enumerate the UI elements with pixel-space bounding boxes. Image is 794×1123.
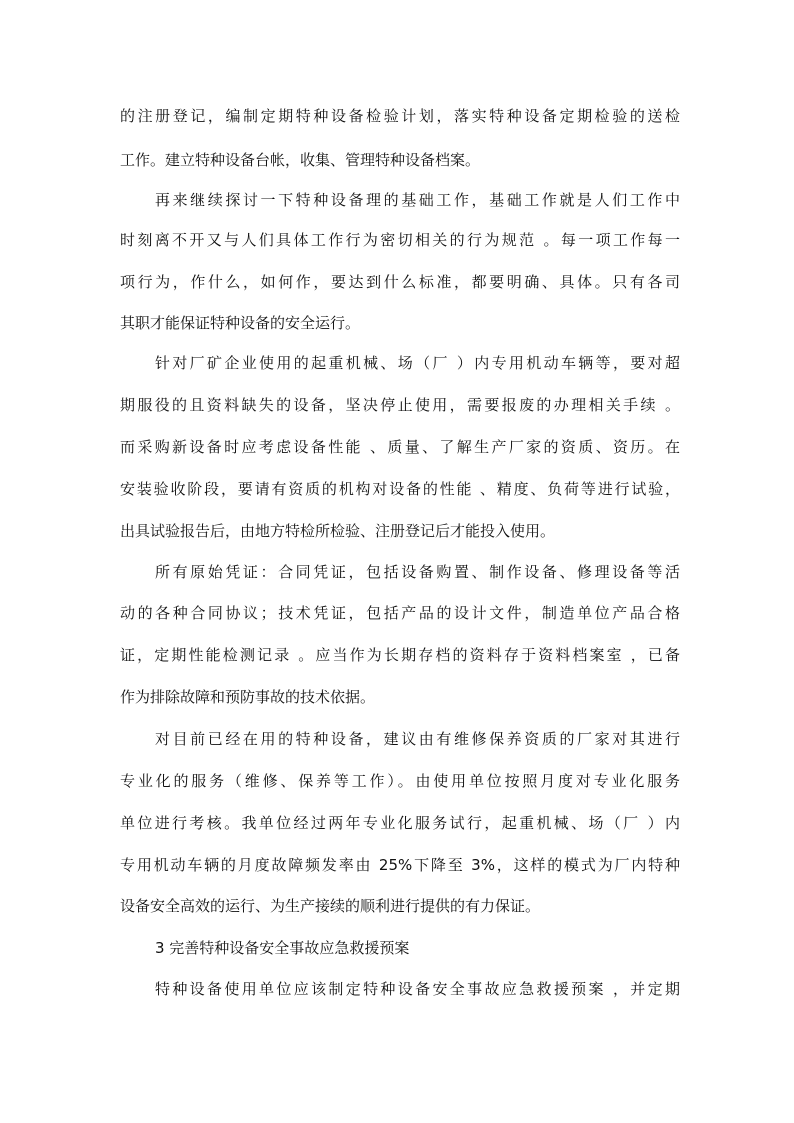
text-line: 项行为，作什么，如何作，要达到什么标准，都要明确、具体。只有各司 [120,273,680,291]
text-line: 所有原始凭证：合同凭证，包括设备购置、制作设备、修理设备等活 [155,563,680,581]
text-line: 再来继续探讨一下特种设备理的基础工作，基础工作就是人们工作中 [155,191,680,209]
text-line: 时刻离不开又与人们具体工作行为密切相关的行为规范 。每一项工作每一 [120,231,680,249]
text-line: 期服役的且资料缺失的设备，坚决停止使用，需要报废的办理相关手续 。 [120,396,680,414]
text-line: 对目前已经在用的特种设备，建议由有维修保养资质的厂家对其进行 [155,730,680,748]
text-line: 的注册登记，编制定期特种设备检验计划，落实特种设备定期检验的送检 [120,107,680,125]
text-line: 动的各种合同协议；技术凭证，包括产品的设计文件，制造单位产品合格 [120,604,680,622]
text-line: 针对厂矿企业使用的起重机械、场（厂 ）内专用机动车辆等，要对超 [155,354,680,372]
text-line: 而采购新设备时应考虑设备性能 、质量、了解生产厂家的资质、资历。在 [120,438,680,456]
text-line: 专业化的服务（维修、保养等工作）。由使用单位按照月度对专业化服务 [120,772,680,790]
text-line: 工作。建立特种设备台帐，收集、管理特种设备档案。 [120,151,481,169]
text-line: 作为排除故障和预防事故的技术依据。 [120,688,376,706]
text-line: 单位进行考核。我单位经过两年专业化服务试行，起重机械、场（厂 ）内 [120,814,680,832]
text-line: 证，定期性能检测记录 。应当作为长期存档的资料存于资料档案室 ，已备 [120,646,680,664]
text-line: 专用机动车辆的月度故障频发率由 25%下降至 3%，这样的模式为厂内特种 [120,856,680,874]
text-line: 其职才能保证特种设备的安全运行。 [120,314,361,332]
text-line: 特种设备使用单位应该制定特种设备安全事故应急救援预案 ，并定期 [155,980,680,998]
text-line: 出具试验报告后，由地方特检所检验、注册登记后才能投入使用。 [120,522,556,540]
text-line: 设备安全高效的运行、为生产接续的顺利进行提供的有力保证。 [120,897,541,915]
text-line: 安装验收阶段，要请有资质的机构对设备的性能 、精度、负荷等进行试验， [120,480,680,498]
section-heading: 3 完善特种设备安全事故应急救援预案 [155,939,410,957]
